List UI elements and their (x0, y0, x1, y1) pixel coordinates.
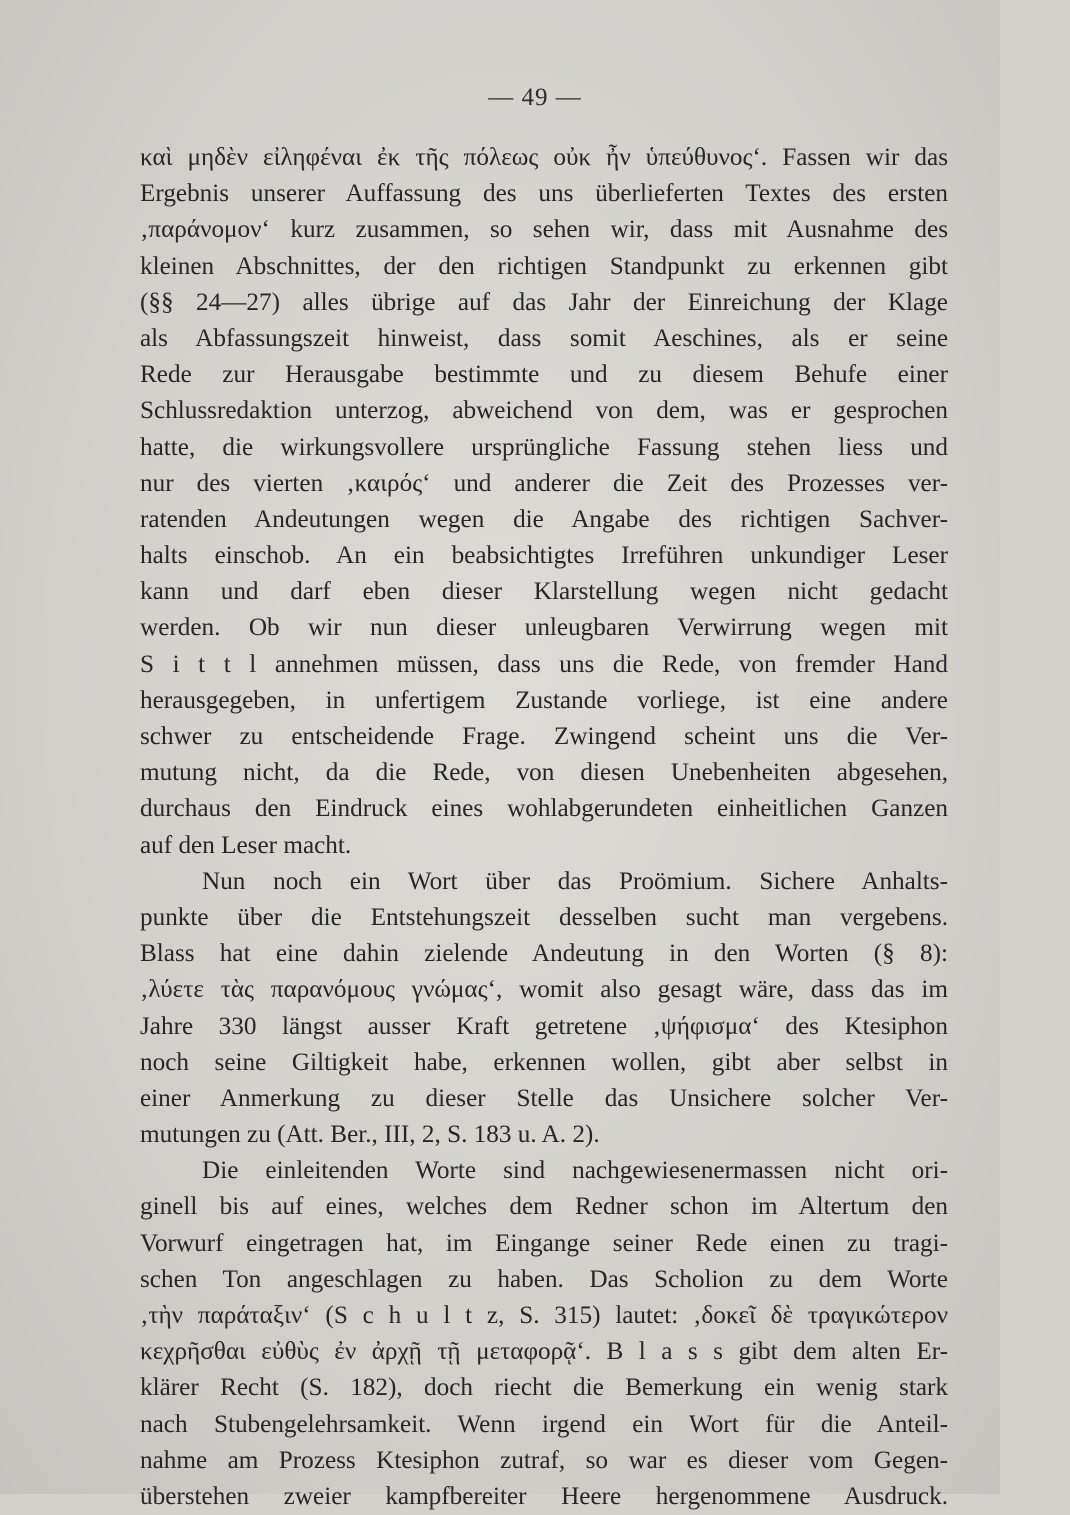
text-line: ‚παράνομον‘ kurz zusammen, so sehen wir, dass mit Ausnahme des (140, 216, 948, 244)
text-line: (§§ 24—27) alles übrige auf das Jahr der Einreichung der Klage (140, 288, 948, 316)
paragraph-start-line: Die einleitenden Worte sind nachgewiesenermassen nicht ori- (202, 1157, 948, 1185)
paragraph-start-line: Nun noch ein Wort über das Proömium. Sichere Anhalts- (202, 867, 948, 895)
text-line: ginell bis auf eines, welches dem Redner schon im Altertum den (140, 1193, 948, 1221)
text-line: schwer zu entscheidende Frage. Zwingend scheint uns die Ver- (140, 723, 948, 750)
text-line: überstehen zweier kampfbereiter Heere hergenommene Ausdruck. (140, 1482, 948, 1510)
text-line: punkte über die Entstehungszeit desselben sucht man vergebens. (140, 903, 948, 931)
text-line: ratenden Andeutungen wegen die Angabe des richtigen Sachver- (140, 505, 948, 533)
text-line: Ergebnis unserer Auffassung des uns überlieferten Textes des ersten (140, 180, 948, 208)
paragraph-end-line: auf den Leser macht. (140, 831, 352, 859)
text-line: kleinen Abschnittes, der den richtigen Standpunkt zu erkennen gibt (140, 252, 948, 280)
text-line: kann und darf eben dieser Klarstellung wegen nicht gedacht (140, 578, 948, 606)
text-line: hatte, die wirkungsvollere ursprüngliche Fassung stehen liess und (140, 433, 948, 461)
paragraph-end-line: mutungen zu (Att. Ber., III, 2, S. 183 u. A. 2). (140, 1121, 600, 1149)
page-number: — 49 — (488, 84, 582, 111)
text-line: Jahre 330 längst ausser Kraft getretene ‚ψήφισμα‘ des Ktesiphon (140, 1012, 948, 1040)
text-line: klärer Recht (S. 182), doch riecht die Bemerkung ein wenig stark (140, 1374, 948, 1402)
text-line: halts einschob. An ein beabsichtigtes Irreführen unkundiger Leser (140, 542, 948, 570)
text-line: noch seine Giltigkeit habe, erkennen wollen, gibt aber selbst in (140, 1048, 948, 1076)
text-line: ‚λύετε τὰς παρανόμους γνώμας‘, womit also gesagt wäre, dass das im (140, 976, 948, 1004)
text-line: als Abfassungszeit hinweist, dass somit Aeschines, als er seine (140, 324, 948, 352)
text-line: S i t t l annehmen müssen, dass uns die Rede, von fremder Hand (140, 650, 948, 678)
text-line: mutung nicht, da die Rede, von diesen Unebenheiten abgesehen, (140, 759, 948, 787)
text-line: Rede zur Herausgabe bestimmte und zu diesem Behufe einer (140, 361, 948, 389)
text-line: herausgegeben, in unfertigem Zustande vorliege, ist eine andere (140, 686, 948, 714)
text-line: καὶ μηδὲν εἰληφέναι ἐκ τῆς πόλεως οὐκ ἦν ὑπεύθυνος‘. Fassen wir das (140, 144, 948, 171)
text-line: einer Anmerkung zu dieser Stelle das Unsichere solcher Ver- (140, 1084, 948, 1112)
text-line: werden. Ob wir nun dieser unleugbaren Verwirrung wegen mit (140, 614, 948, 642)
text-line: nur des vierten ‚καιρός‘ und anderer die Zeit des Prozesses ver- (140, 469, 948, 497)
text-line: nach Stubengelehrsamkeit. Wenn irgend ein Wort für die Anteil- (140, 1410, 948, 1438)
body-text (140, 140, 948, 1515)
text-line: κεχρῆσθαι εὐθὺς ἐν ἀρχῇ τῇ μεταφορᾷ‘. B l a s s gibt dem alten Er- (140, 1338, 948, 1366)
text-line: durchaus den Eindruck eines wohlabgerundeten einheitlichen Ganzen (140, 795, 948, 823)
text-line: Schlussredaktion unterzog, abweichend von dem, was er gesprochen (140, 397, 948, 425)
text-line: schen Ton angeschlagen zu haben. Das Scholion zu dem Worte (140, 1265, 948, 1293)
text-line: Vorwurf eingetragen hat, im Eingange seiner Rede einen zu tragi- (140, 1229, 948, 1257)
text-line: ‚τὴν παράταξιν‘ (S c h u l t z, S. 315) lautet: ‚δοκεῖ δὲ τραγικώτερον (140, 1302, 948, 1329)
text-line: Blass hat eine dahin zielende Andeutung in den Worten (§ 8): (140, 940, 948, 968)
text-line: nahme am Prozess Ktesiphon zutraf, so war es dieser vom Gegen- (140, 1446, 948, 1474)
